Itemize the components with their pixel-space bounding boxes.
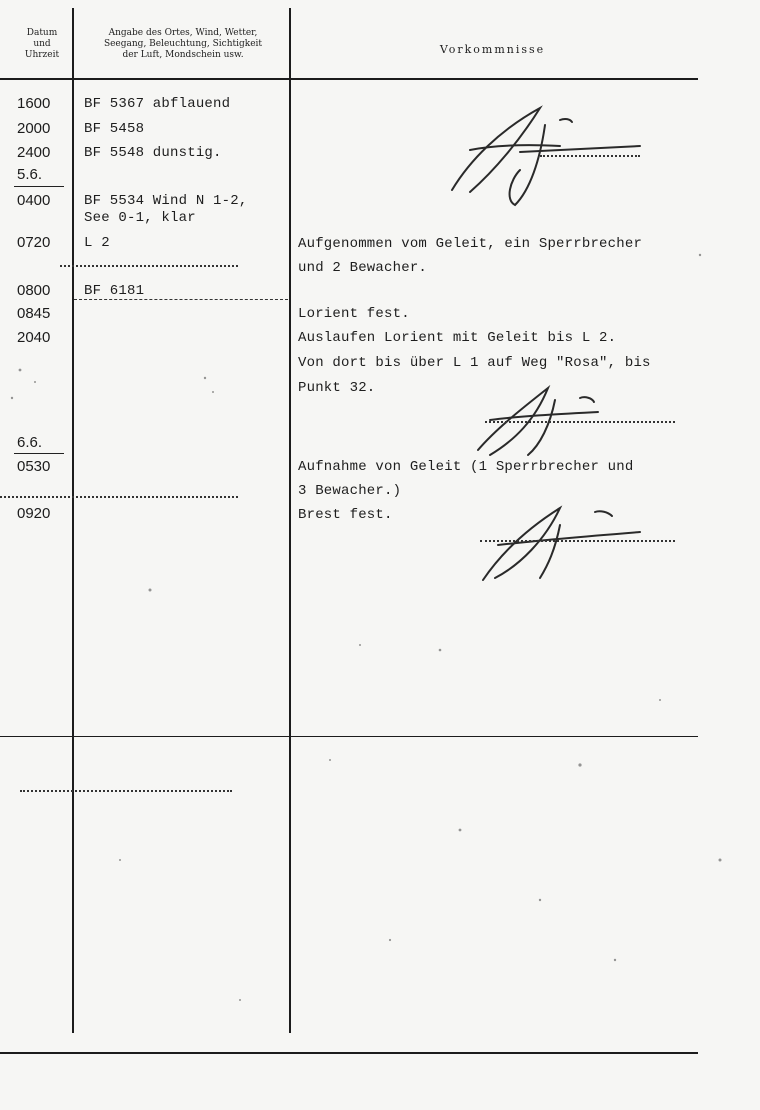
header-datum: Datum und Uhrzeit <box>24 28 60 60</box>
header-vorkommnisse: Vorkommnisse <box>439 43 546 56</box>
entry-event: Brest fest. <box>298 507 393 523</box>
dotted-line <box>540 155 640 157</box>
column-divider-2 <box>289 8 291 1033</box>
page-rule-bottom <box>0 1052 698 1054</box>
entry-time: 1600 <box>17 95 51 112</box>
entry-event: Lorient fest. <box>298 306 410 322</box>
header-rule <box>0 78 698 80</box>
entry-time: 0400 <box>17 192 51 209</box>
entry-time: 0845 <box>17 305 51 322</box>
entry-event-continued: und 2 Bewacher. <box>298 260 428 276</box>
header-ort-wetter: Angabe des Ortes, Wind, Wetter, Seegang, Beleuchtung, Sichtigkeit der Luft, Mondschein usw. <box>103 28 263 60</box>
entry-time: 0530 <box>17 458 51 475</box>
entry-event-continued: Von dort bis über L 1 auf Weg "Rosa", bis <box>298 355 651 371</box>
date-underline <box>14 453 64 454</box>
entry-event-continued: Punkt 32. <box>298 380 376 396</box>
dotted-line <box>74 299 288 300</box>
entry-position: BF 5367 abflauend <box>84 96 231 112</box>
entry-position: BF 5458 <box>84 121 145 137</box>
entry-time: 2000 <box>17 120 51 137</box>
entry-event: Aufgenommen vom Geleit, ein Sperrbrecher <box>298 236 643 252</box>
entry-time: 0720 <box>17 234 51 251</box>
page-rule-middle <box>0 736 698 737</box>
entry-position: BF 5534 Wind N 1-2, <box>84 193 248 209</box>
dotted-line <box>0 496 238 498</box>
entry-event-continued: 3 Bewacher.) <box>298 483 402 499</box>
entry-time: 2400 <box>17 144 51 161</box>
column-divider-1 <box>72 8 74 1033</box>
entry-position-continued: See 0-1, klar <box>84 210 196 226</box>
dotted-line <box>485 421 675 423</box>
entry-date: 5.6. <box>17 166 43 183</box>
dotted-line <box>480 540 675 542</box>
dotted-line <box>20 790 232 792</box>
entry-event: Aufnahme von Geleit (1 Sperrbrecher und <box>298 459 634 475</box>
entry-time: 2040 <box>17 329 51 346</box>
entry-event: Auslaufen Lorient mit Geleit bis L 2. <box>298 330 617 346</box>
date-underline <box>14 186 64 187</box>
entry-position: BF 5548 dunstig. <box>84 145 222 161</box>
entry-position: BF 6181 <box>84 283 145 299</box>
entry-position: L 2 <box>84 235 110 251</box>
entry-time: 0920 <box>17 505 51 522</box>
dotted-line <box>60 265 238 267</box>
entry-time: 0800 <box>17 282 51 299</box>
signature-3 <box>483 508 640 580</box>
entry-date: 6.6. <box>17 434 43 451</box>
